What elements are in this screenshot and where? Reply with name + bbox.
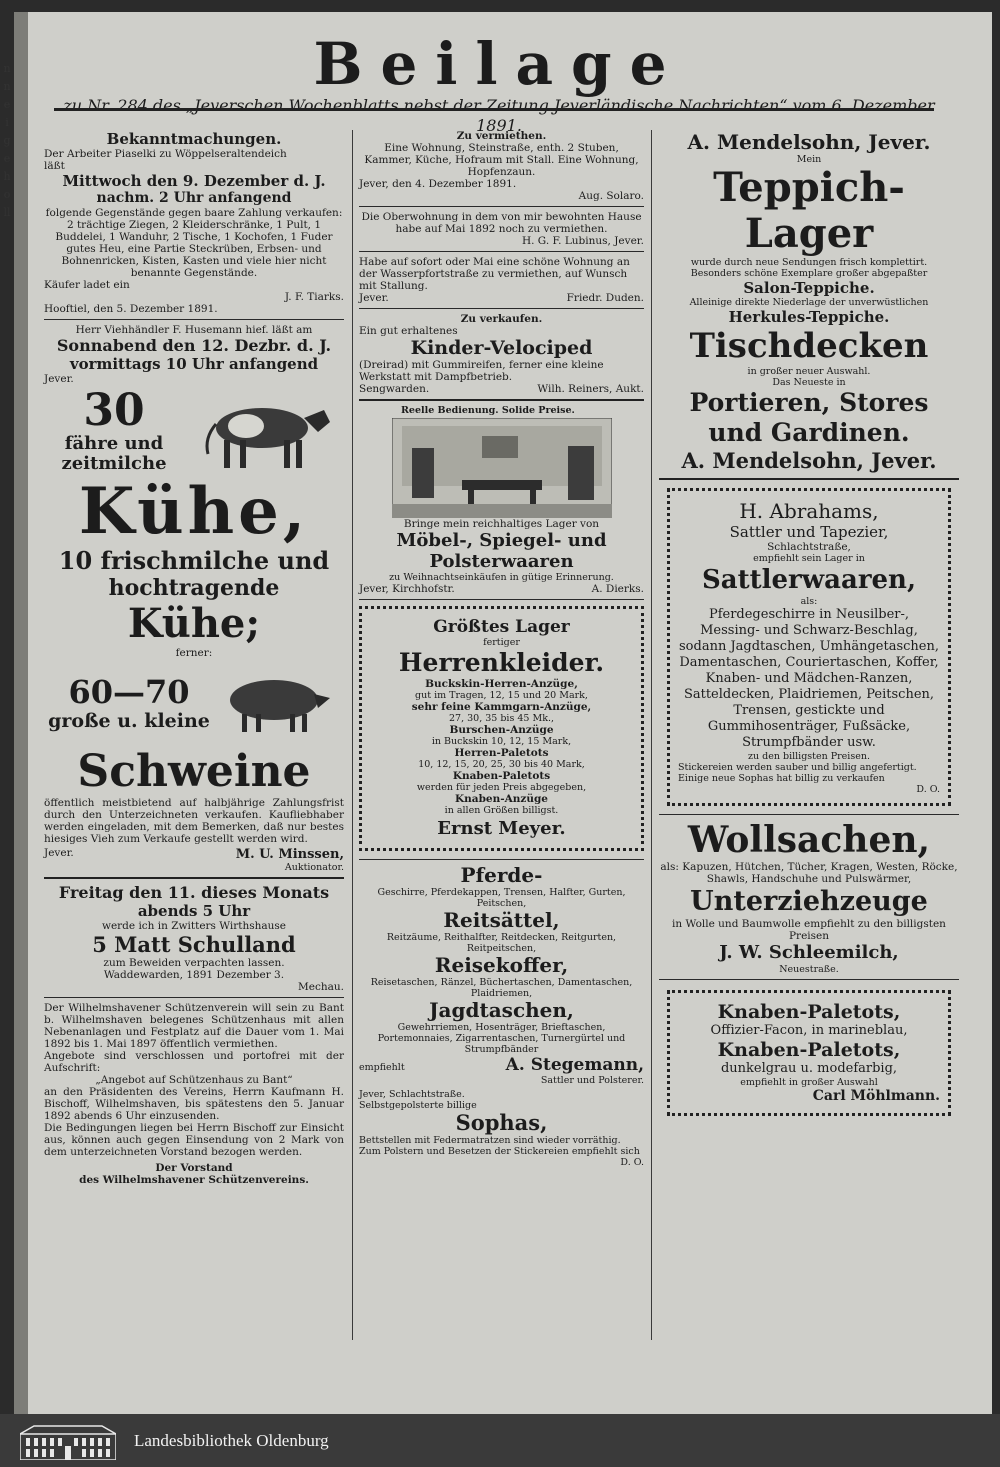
ad-headline: Herkules-Teppiche. [728, 308, 890, 326]
ad-headline: Salon-Teppiche. [743, 279, 875, 297]
margin-scrap: g [3, 134, 11, 147]
ad-body: Der Wilhelmshavener Schützenverein will sein zu Bant b. Wilhelmshaven belegenes Schützenhaus mit allen Nebenanlagen und Festplatz auf die Dauer vom 1. Mai 1892 bis 1. Mai 1897 öffentlich vermiethen. [44, 1002, 344, 1050]
margin-scrap: i [5, 116, 9, 129]
rule [44, 877, 344, 879]
rule [359, 206, 644, 207]
ad-cattle-auction [44, 324, 344, 873]
ad-text: Selbstgepolsterte billige [359, 1100, 477, 1111]
margin-scrap: n [3, 62, 11, 75]
masthead-subtitle: zu Nr. 284 des „Jeverschen Wochenblatts nebst der Zeitung Jeverländische Nachrichten“ vom 6. Dezember 1891. [63, 96, 935, 135]
ad-velociped [359, 313, 644, 395]
ad-item-detail: in Buckskin 10, 12, 15 Mark, [431, 736, 572, 747]
ad-moehlmann [667, 990, 951, 1116]
ad-text: Reitzäume, Reithalfter, Reitdecken, Reitgurten, Reitpeitschen, [386, 932, 617, 954]
ad-text: läßt [44, 160, 65, 172]
ad-headline: Polsterwaaren [429, 551, 574, 572]
ad-body: Eine Wohnung, Steinstraße, enth. 2 Stuben, Kammer, Küche, Hofraum mit Stall. Eine Wohnung, Hopfenzaun. [364, 142, 639, 178]
ad-body: folgende Gegenstände gegen baare Zahlung verkaufen: 2 trächtige Ziegen, 2 Kleiderschränke, 1 Pult, 1 Buddelei, 1 Wanduhr, 2 Tische, 1 Kochofen, 1 Fuder gutes Heu, eine Partie Steckrüben, Erbsen- und Bohnenricken, Kisten, Kasten und viele hier nicht benannte Gegenstände. [45, 207, 343, 279]
ad-body: an den Präsidenten des Vereins, Herrn Kaufmann H. Bischoff, Wilhelmshaven, bis spätestens den 5. Januar 1892 abends 6 Uhr einzusenden. [44, 1086, 344, 1122]
ad-headline: Portieren, Stores [689, 388, 929, 417]
pig-illustration [214, 668, 334, 738]
pig-text [44, 674, 214, 732]
headline-wollsachen: Wollsachen, [687, 819, 931, 861]
ad-text: werde ich in Zwitters Wirthshause [101, 920, 287, 932]
ad-time: nachm. 2 Uhr anfangend [96, 190, 292, 206]
ad-heading: Zu verkaufen. [460, 313, 543, 325]
ad-headline: H. Abrahams, [739, 499, 879, 523]
ad-headline: Jagdtaschen, [429, 998, 574, 1022]
library-footer [0, 1414, 1000, 1467]
ad-item-detail: 10, 12, 15, 20, 25, 30 bis 40 Mark, [418, 759, 585, 770]
ad-text: in Wolle und Baumwolle empfiehlt zu den billigsten Preisen [672, 918, 946, 942]
ad-place: Jever. [44, 847, 74, 859]
ad-text: Jever, Schlachtstraße. [359, 1089, 465, 1100]
ad-signature: Friedr. Duden. [566, 292, 644, 304]
pig-block [44, 659, 344, 747]
ad-headline: Herrenkleider. [398, 648, 605, 677]
ad-rent-duden [359, 256, 644, 304]
ad-body: öffentlich meistbietend auf halbjährige Zahlungsfrist durch den Unterzeichneten verkaufen. Kaufliebhaber werden eingeladen, mit dem Bemerken, daß nur bestes hiesiges Vieh zum Verkaufe gestellt werden wird. [44, 797, 344, 845]
ad-sign-row [359, 292, 644, 304]
ad-item-detail: werden für jeden Preis abgegeben, [416, 782, 587, 793]
ad-signature: Mechau. [298, 981, 344, 993]
count-30: 30 [83, 385, 145, 436]
ad-text: Schlachtstraße, [767, 541, 851, 553]
ad-date: Mittwoch den 9. Dezember d. J. [62, 172, 326, 190]
headline-kuehe: Kühe, [78, 474, 310, 549]
ad-banner: Reelle Bedienung. Solide Preise. [401, 405, 575, 416]
ad-rent-solaro [359, 130, 644, 202]
ad-signature: Ernst Meyer. [437, 818, 566, 839]
ad-text: zum Beweiden verpachten lassen. [103, 957, 285, 969]
ad-body: Angebote sind verschlossen und portofrei mit der Aufschrift: [44, 1050, 344, 1074]
ad-stegemann [359, 864, 644, 1168]
ad-headline: Sophas, [455, 1110, 548, 1135]
ad-text: als: [800, 596, 818, 607]
ad-auction-piaselki [44, 130, 344, 315]
ad-dierks-furniture [359, 405, 644, 595]
page-edge [14, 12, 28, 1414]
margin-scrap: h [3, 170, 11, 183]
library-name: Landesbibliothek Oldenburg [134, 1431, 329, 1450]
rule [359, 308, 644, 309]
ad-headline: Knaben-Paletots, [717, 1039, 901, 1061]
ad-time: vormittags 10 Uhr anfangend [69, 355, 319, 373]
column-rule [352, 130, 353, 1340]
ad-schuetzenverein [44, 1002, 344, 1186]
rule [359, 599, 644, 600]
ad-text: Offizier-Facon, in marineblau, [710, 1023, 908, 1038]
cow-block [44, 385, 344, 477]
ad-text: große u. kleine [48, 710, 210, 732]
margin-scrap: e [3, 152, 11, 165]
ad-text: fertiger [483, 637, 520, 648]
ad-text: Das Neueste in [772, 377, 846, 388]
ad-text: zu Weihnachtseinkäufen in gütige Erinnerung. [389, 572, 614, 583]
ad-text: ferner: [175, 647, 213, 659]
ad-place: Sengwarden. [359, 383, 430, 395]
ad-headline: und Gardinen. [708, 418, 910, 447]
ad-item-detail: in allen Größen billigst. [444, 805, 559, 816]
ad-signature: D. O. [916, 784, 940, 795]
ad-item: Knaben-Anzüge [455, 793, 548, 805]
ad-place: Jever, den 4. Dezember 1891. [359, 178, 517, 190]
ad-headline: Sattlerwaaren, [701, 565, 917, 595]
ad-item: Buckskin-Herren-Anzüge, [425, 678, 578, 690]
cow-illustration [184, 388, 334, 474]
headline-tischdecken: Tischdecken [689, 326, 929, 366]
ad-signature: Aug. Solaro. [578, 190, 644, 202]
margin-scrap: ll [3, 206, 11, 219]
ad-text: Käufer ladet ein [44, 279, 130, 291]
ad-item-detail: gut im Tragen, 12, 15 und 20 Mark, [415, 690, 588, 701]
ad-signature: J. F. Tiarks. [284, 291, 344, 303]
ad-mendelsohn [659, 130, 959, 474]
ad-place: Jever. [44, 373, 74, 385]
ad-headline: 5 Matt Schulland [92, 932, 296, 957]
column-1 [44, 130, 344, 1186]
ad-signature: J. W. Schleemilch, [719, 942, 899, 963]
margin-scrap: o [3, 188, 11, 201]
ad-text: empfiehlt sein Lager in [753, 553, 865, 564]
ad-schulland [44, 883, 344, 993]
masthead-rule [54, 108, 934, 111]
rule [659, 979, 959, 980]
ad-item: Herren-Paletots [454, 747, 549, 759]
ad-text: Einige neue Sophas hat billig zu verkaufen [678, 773, 885, 784]
ad-headline: Reitsättel, [443, 908, 560, 932]
ad-role: Sattler und Tapezier, [729, 523, 889, 541]
rule [44, 997, 344, 998]
ad-text: Der Arbeiter Piaselki zu Wöppelseraltendeich [44, 148, 287, 160]
rule [659, 478, 959, 480]
ad-headline: A. Mendelsohn, Jever. [687, 130, 931, 154]
ad-signature: Wilh. Reiners, Aukt. [537, 383, 644, 395]
ad-role: Sattler und Polsterer. [540, 1075, 644, 1086]
ad-text: Besonders schöne Exemplare großer abgepaßter [690, 268, 928, 279]
ad-headline: Pferde- [460, 863, 543, 887]
ad-place: Hooftiel, den 5. Dezember 1891. [44, 303, 218, 315]
ad-body: Habe auf sofort oder Mai eine schöne Wohnung an der Wasserpfortstraße zu vermiethen, auf Wunsch mit Stallung. [359, 256, 630, 292]
rule [359, 251, 644, 252]
ad-text: in großer neuer Auswahl. [747, 366, 871, 377]
ad-date: Freitag den 11. dieses Monats [58, 883, 330, 902]
masthead [54, 32, 944, 136]
ad-intro: Herr Viehhändler F. Husemann hief. läßt am [75, 324, 313, 336]
masthead-title: Beilage [313, 30, 685, 98]
library-building-icon [20, 1424, 116, 1460]
ad-sign-row [359, 583, 644, 595]
ad-date: Sonnabend den 12. Dezbr. d. J. [56, 336, 332, 355]
margin-scraps [0, 60, 14, 222]
ad-meyer-clothing [359, 606, 644, 851]
ad-heading: Bekanntmachungen. [106, 130, 282, 148]
ad-text: zu den billigsten Preisen. [748, 751, 870, 762]
rule [359, 859, 644, 860]
showroom-illustration [392, 418, 612, 518]
ad-role: Auktionator. [284, 862, 344, 873]
ad-text: empfiehlt in großer Auswahl [740, 1077, 878, 1088]
ad-sign-row [359, 383, 644, 395]
headline-teppich-lager: Teppich-Lager [713, 164, 905, 257]
rule [659, 814, 959, 815]
margin-scrap: e [3, 98, 11, 111]
ad-text: zeitmilche [61, 453, 167, 474]
ad-text: Neuestraße. [779, 964, 839, 975]
ad-body: Die Bedingungen liegen bei Herrn Bischoff zur Einsicht aus, können auch gegen Einsendung von 2 Mark von dem unterzeichneten Vorstand bezogen werden. [44, 1122, 344, 1158]
ad-text: wurde durch neue Sendungen frisch komplettirt. [690, 257, 928, 268]
ad-item: Burschen-Anzüge [449, 724, 554, 736]
ad-text: fähre und [64, 433, 164, 454]
count-60-70: 60—70 [68, 673, 190, 711]
cow-text [44, 385, 184, 474]
ad-signature: M. U. Minssen, [235, 847, 344, 862]
headline-unterziehzeuge: Unterziehzeuge [690, 886, 928, 917]
newspaper-page [14, 12, 992, 1414]
ad-headline: Reisekoffer, [434, 953, 569, 977]
ad-text: 10 frischmilche und [58, 546, 330, 575]
ad-abrahams [667, 488, 951, 806]
ad-signature: A. Dierks. [591, 583, 644, 595]
ad-quote: „Angebot auf Schützenhaus zu Bant“ [95, 1074, 293, 1086]
ad-text: Größtes Lager [433, 617, 570, 637]
ad-text: Alleinige direkte Niederlage der unverwüstlichen [689, 297, 929, 308]
ad-place: Jever, Kirchhofstr. [359, 583, 455, 595]
column-rule [651, 130, 652, 1340]
ad-text: Mein [796, 154, 822, 165]
ad-text: Bettstellen mit Federmatratzen sind wieder vorräthig. Zum Polstern und Besetzen der Stickereien empfiehlt sich [359, 1135, 640, 1157]
rule [44, 319, 344, 320]
ad-time: abends 5 Uhr [137, 902, 251, 920]
ad-text: Ein gut erhaltenes [359, 325, 458, 337]
ad-signature: A. Mendelsohn, Jever. [681, 448, 937, 473]
ad-body: Die Oberwohnung in dem von mir bewohnten Hause habe auf Mai 1892 noch zu vermiethen. [361, 211, 642, 235]
ad-signature: Der Vorstand [155, 1162, 233, 1174]
column-2 [359, 130, 644, 1168]
ad-sign-row [359, 1055, 644, 1075]
ad-schleemilch [659, 819, 959, 975]
ad-text: Gewehrriemen, Hosenträger, Brieftaschen, Portemonnaies, Zigarrentaschen, Turnergürtel und Strumpfbänder [377, 1022, 626, 1055]
ad-place: Jever. [359, 292, 389, 304]
ad-item: Knaben-Paletots [452, 770, 551, 782]
ad-signature: H. G. F. Lubinus, Jever. [521, 235, 644, 247]
rule [359, 399, 644, 401]
margin-scrap: n [3, 80, 11, 93]
ad-text: hochtragende [108, 575, 280, 601]
ad-text: empfiehlt [359, 1062, 405, 1073]
ad-item-detail: 27, 30, 35 bis 45 Mk., [448, 713, 554, 724]
ad-body: Pferdegeschirre in Neusilber-, Messing- und Schwarz-Beschlag, sodann Jagdtaschen, Umhängetaschen, Damentaschen, Couriertaschen, Koffer, Knaben- und Mädchen-Ranzen, Satteldecken, Plaidriemen, Peitschen, Trensen, gestickte und Gummihosenträger, Fußsäcke, Strumpfbänder usw. [679, 607, 939, 750]
ad-headline: Möbel-, Spiegel- und [396, 530, 607, 551]
ad-headline: Knaben-Paletots, [717, 1001, 901, 1023]
ad-sign-row [44, 847, 344, 862]
ad-rent-lubinus [359, 211, 644, 247]
ad-text: Stickereien werden sauber und billig angefertigt. [678, 762, 917, 773]
ad-item: sehr feine Kammgarn-Anzüge, [411, 701, 592, 713]
headline-kuehe-2: Kühe; [127, 600, 261, 647]
column-3 [659, 130, 959, 1116]
ad-signature: D. O. [620, 1157, 644, 1168]
ad-headline: Kinder-Velociped [410, 337, 593, 359]
ad-text: Bringe mein reichhaltiges Lager von [403, 518, 600, 530]
ad-text: Geschirre, Pferdekappen, Trensen, Halfter, Gurten, Peitschen, [377, 887, 626, 909]
ad-signature: Carl Möhlmann. [812, 1088, 940, 1104]
headline-schweine: Schweine [77, 746, 311, 797]
ad-text: Reisetaschen, Ränzel, Büchertaschen, Damentaschen, Plaidriemen, [370, 977, 633, 999]
ad-body: (Dreirad) mit Gummireifen, ferner eine kleine Werkstatt mit Dampfbetrieb. [359, 359, 604, 383]
ad-place: Waddewarden, 1891 Dezember 3. [103, 969, 285, 981]
ad-text: dunkelgrau u. modefarbig, [720, 1061, 898, 1076]
ad-signature: des Wilhelmshavener Schützenvereins. [79, 1174, 309, 1186]
ad-heading: Zu vermiethen. [456, 130, 547, 142]
ad-signature: A. Stegemann, [505, 1055, 644, 1075]
ad-body: als: Kapuzen, Hütchen, Tücher, Kragen, Westen, Röcke, Shawls, Handschuhe und Pulswärmer, [660, 861, 958, 885]
